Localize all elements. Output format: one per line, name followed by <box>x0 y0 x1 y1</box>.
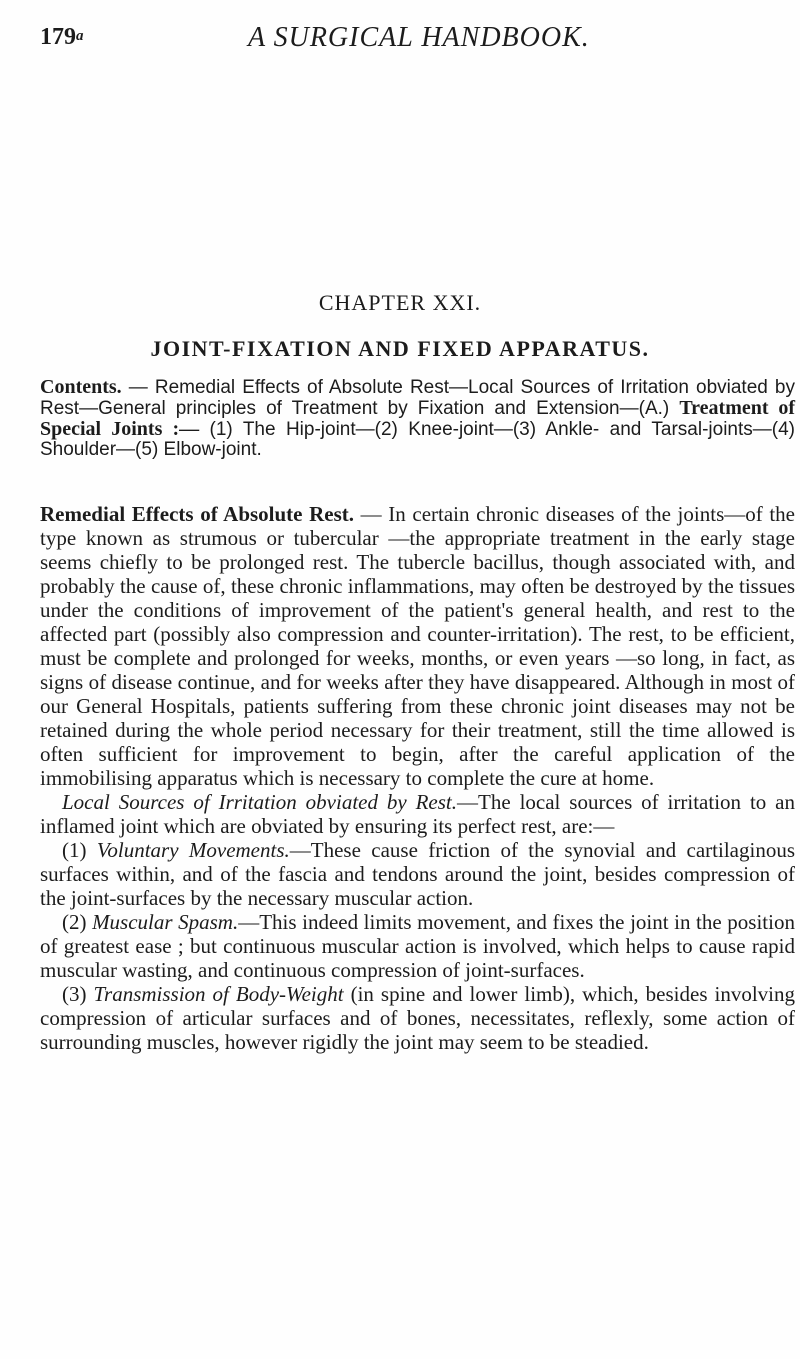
paragraph-text: (in spine and lower limb), which, besides involving compression of articular surfaces and of bones, necessitates, reflexly, some action of surrounding muscles, however rigidly the joint may seem to be steadied. <box>40 982 795 1054</box>
paragraph-voluntary-movements <box>40 838 795 910</box>
chapter-number: CHAPTER XXI. <box>318 290 482 315</box>
paragraph-text: —This indeed limits movement, and fixes the joint in the position of greatest ease ; but continuous muscular action is involved, which helps to cause rapid muscular wasting, and continuous compression of joint-surfaces. <box>40 910 795 982</box>
list-number: (1) <box>62 838 97 862</box>
subheading-voluntary-movements: Voluntary Movements. <box>96 838 290 862</box>
paragraph-remedial-effects <box>40 502 795 790</box>
contents-bold-heading: Treatment of Special Joints :— <box>40 397 796 440</box>
subheading-muscular-spasm: Muscular Spasm. <box>92 910 239 934</box>
running-head <box>40 22 780 62</box>
contents-text-2: (1) The Hip-joint—(2) Knee-joint—(3) Ankle- and Tarsal-joints—(4) Shoulder—(5) Elbow-joint. <box>40 419 795 460</box>
paragraph-local-sources <box>40 790 795 838</box>
running-title: A SURGICAL HANDBOOK. <box>248 22 590 53</box>
contents-text-1: — Remedial Effects of Absolute Rest—Local Sources of Irritation obviated by Rest—General principles of Treatment by Fixation and Extension—(A.) <box>40 377 795 419</box>
body-text <box>40 502 795 1054</box>
paragraph-transmission-body-weight <box>40 982 795 1054</box>
contents-label: Contents. <box>40 376 122 398</box>
chapter-contents <box>40 377 795 460</box>
page-number-value: 179 <box>40 24 76 50</box>
paragraph-text: —The local sources of irritation to an inflamed joint which are obviated by ensuring its perfect rest, are:— <box>40 790 795 838</box>
subheading-transmission-body-weight: Transmission of Body-Weight <box>93 982 344 1006</box>
section-heading-local-sources: Local Sources of Irritation obviated by Rest. <box>62 790 458 814</box>
section-heading-remedial-effects: Remedial Effects of Absolute Rest. <box>40 502 355 526</box>
list-number: (2) <box>62 910 93 934</box>
page-number-suffix: a <box>76 28 84 44</box>
chapter-title: JOINT-FIXATION AND FIXED APPARATUS. <box>150 336 650 361</box>
paragraph-muscular-spasm <box>40 910 795 982</box>
paragraph-text: — In certain chronic diseases of the joints—of the type known as strumous or tubercular —the appropriate treatment in the early stage seems chiefly to be prolonged rest. The tubercle bacillus, though associated with, and probably the cause of, these chronic inflammations, may often be destroyed by the tissues under the conditions of improvement of the patient's general health, and rest to the affected part (possibly also compression and counter-irritation). The rest, to be efficient, must be complete and prolonged for weeks, months, or even years —so long, in fact, as signs of disease continue, and for weeks after they have disappeared. Although in most of our General Hospitals, patients suffering from these chronic joint diseases may not be retained during the whole period necessary for their treatment, still the time allowed is often sufficient for improvement to begin, after the careful application of the immobilising apparatus which is necessary to complete the cure at home. <box>40 502 796 790</box>
paragraph-text: —These cause friction of the synovial and cartilaginous surfaces within, and of the fascia and tendons around the joint, besides compression of the joint-surfaces by the necessary muscular action. <box>40 838 795 910</box>
list-number: (3) <box>62 982 94 1006</box>
page-number <box>40 24 84 51</box>
